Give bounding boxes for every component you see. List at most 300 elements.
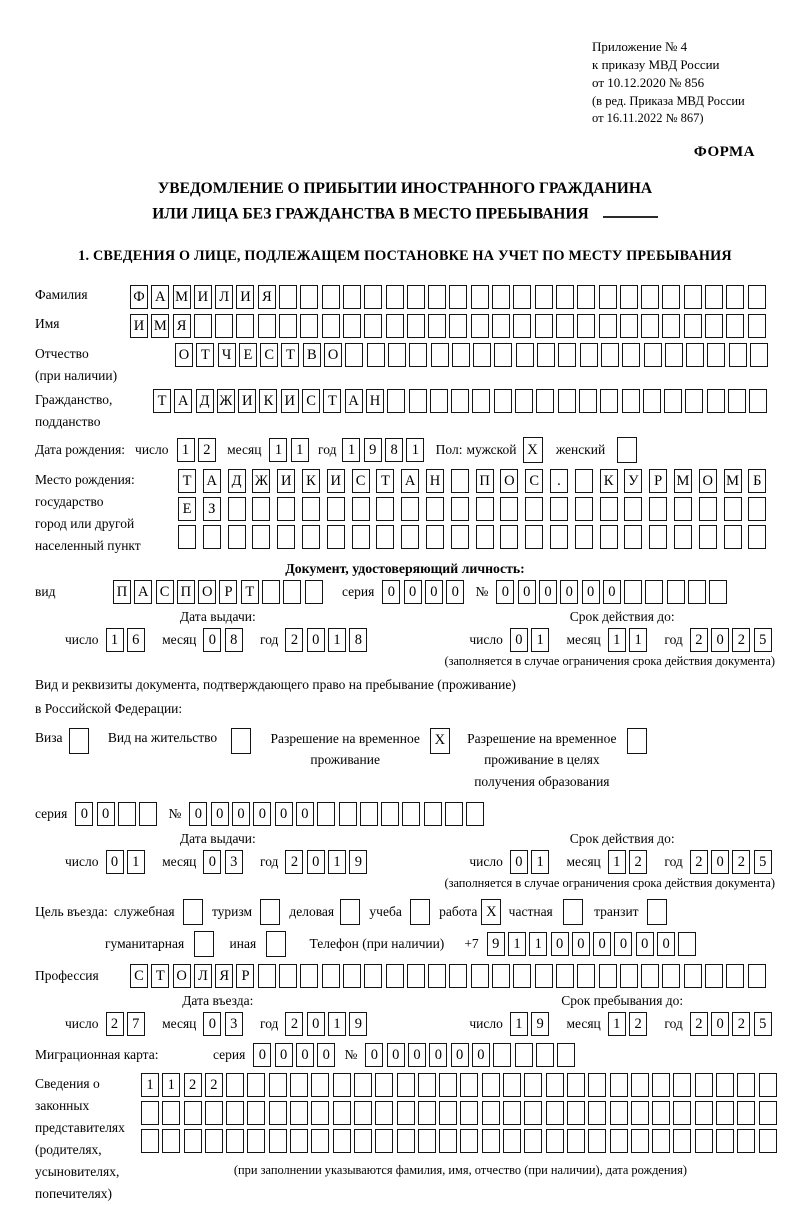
birth-place-cell[interactable]: [451, 469, 469, 493]
surname-cell[interactable]: [279, 285, 297, 309]
doc-issue-day-cell[interactable]: 6: [127, 628, 145, 652]
given-name-cell[interactable]: [620, 314, 638, 338]
legal-rep-cell[interactable]: [716, 1129, 734, 1153]
entry-month-cell[interactable]: 0: [203, 1012, 221, 1036]
profession-cell[interactable]: [407, 964, 425, 988]
legal-rep-cell[interactable]: [759, 1101, 777, 1125]
birth-place-cell[interactable]: С: [352, 469, 370, 493]
citizenship-cell[interactable]: И: [281, 389, 299, 413]
phone-digit-cell[interactable]: 0: [572, 932, 590, 956]
residence-series-cell[interactable]: [118, 802, 136, 826]
phone-digit-cell[interactable]: 0: [657, 932, 675, 956]
legal-rep-cell[interactable]: [460, 1129, 478, 1153]
birth-place-cell[interactable]: А: [203, 469, 221, 493]
residence-issue-month-cell[interactable]: 0: [203, 850, 221, 874]
legal-rep-cell[interactable]: [184, 1129, 202, 1153]
citizenship-cell[interactable]: [430, 389, 448, 413]
birth-place-cell[interactable]: А: [401, 469, 419, 493]
legal-rep-cell[interactable]: [610, 1101, 628, 1125]
birth-place-cell[interactable]: [649, 497, 667, 521]
citizenship-cell[interactable]: [707, 389, 725, 413]
migration-number-cell[interactable]: 0: [429, 1043, 447, 1067]
legal-rep-cell[interactable]: [141, 1101, 159, 1125]
doc-valid-year-cell[interactable]: 5: [754, 628, 772, 652]
legal-rep-cell[interactable]: 2: [205, 1073, 223, 1097]
purpose-transit-checkbox[interactable]: [647, 899, 667, 925]
legal-rep-cell[interactable]: [673, 1129, 691, 1153]
birth-month-cell[interactable]: 1: [291, 438, 309, 462]
birth-place-cell[interactable]: [327, 525, 345, 549]
surname-cell[interactable]: [343, 285, 361, 309]
given-name-cell[interactable]: И: [130, 314, 148, 338]
doc-valid-month-cell[interactable]: 1: [629, 628, 647, 652]
birth-place-cell[interactable]: [624, 497, 642, 521]
migration-number-cell[interactable]: 0: [387, 1043, 405, 1067]
temp-residence-checkbox[interactable]: X: [430, 728, 450, 754]
doc-kind-cell[interactable]: Т: [241, 580, 259, 604]
legal-rep-cell[interactable]: [311, 1101, 329, 1125]
residence-number-cell[interactable]: [402, 802, 420, 826]
given-name-cell[interactable]: [535, 314, 553, 338]
birth-month-cell[interactable]: 1: [269, 438, 287, 462]
birth-place-cell[interactable]: [401, 525, 419, 549]
doc-number-cell[interactable]: 0: [582, 580, 600, 604]
citizenship-cell[interactable]: [558, 389, 576, 413]
residence-valid-day-cell[interactable]: 1: [531, 850, 549, 874]
legal-rep-cell[interactable]: [695, 1073, 713, 1097]
migration-number-cell[interactable]: [557, 1043, 575, 1067]
legal-rep-cell[interactable]: [333, 1129, 351, 1153]
surname-cell[interactable]: [322, 285, 340, 309]
doc-kind-cell[interactable]: Р: [219, 580, 237, 604]
patronymic-cell[interactable]: Ч: [218, 343, 236, 367]
legal-rep-cell[interactable]: [290, 1101, 308, 1125]
legal-rep-cell[interactable]: [162, 1129, 180, 1153]
stay-year-cell[interactable]: 0: [711, 1012, 729, 1036]
legal-rep-cell[interactable]: [546, 1129, 564, 1153]
birth-place-cell[interactable]: Н: [426, 469, 444, 493]
birth-place-cell[interactable]: [550, 525, 568, 549]
legal-rep-cell[interactable]: [503, 1101, 521, 1125]
migration-number-cell[interactable]: [515, 1043, 533, 1067]
birth-place-cell[interactable]: [525, 525, 543, 549]
profession-cell[interactable]: Я: [215, 964, 233, 988]
patronymic-cell[interactable]: [558, 343, 576, 367]
purpose-private-checkbox[interactable]: [563, 899, 583, 925]
citizenship-cell[interactable]: [600, 389, 618, 413]
birth-place-cell[interactable]: [699, 525, 717, 549]
patronymic-cell[interactable]: Т: [281, 343, 299, 367]
doc-kind-cell[interactable]: [262, 580, 280, 604]
birth-year-cell[interactable]: 1: [406, 438, 424, 462]
given-name-cell[interactable]: [300, 314, 318, 338]
patronymic-cell[interactable]: [409, 343, 427, 367]
temp-residence-edu-checkbox[interactable]: [627, 728, 647, 754]
purpose-other-checkbox[interactable]: [266, 931, 286, 957]
patronymic-cell[interactable]: [665, 343, 683, 367]
surname-cell[interactable]: [556, 285, 574, 309]
purpose-business-checkbox[interactable]: [340, 899, 360, 925]
birth-place-cell[interactable]: О: [699, 469, 717, 493]
profession-cell[interactable]: [343, 964, 361, 988]
legal-rep-cell[interactable]: [247, 1129, 265, 1153]
phone-digit-cell[interactable]: 1: [529, 932, 547, 956]
birth-place-cell[interactable]: [277, 525, 295, 549]
surname-cell[interactable]: [386, 285, 404, 309]
phone-digit-cell[interactable]: 0: [636, 932, 654, 956]
patronymic-cell[interactable]: [622, 343, 640, 367]
residence-series-cell[interactable]: 0: [97, 802, 115, 826]
profession-cell[interactable]: [705, 964, 723, 988]
legal-rep-cell[interactable]: 1: [162, 1073, 180, 1097]
citizenship-cell[interactable]: [728, 389, 746, 413]
profession-cell[interactable]: [258, 964, 276, 988]
stay-day-cell[interactable]: 1: [510, 1012, 528, 1036]
legal-rep-cell[interactable]: [418, 1073, 436, 1097]
residence-number-cell[interactable]: [466, 802, 484, 826]
residence-number-cell[interactable]: 0: [253, 802, 271, 826]
legal-rep-cell[interactable]: [588, 1101, 606, 1125]
legal-rep-cell[interactable]: [460, 1073, 478, 1097]
legal-rep-cell[interactable]: [610, 1073, 628, 1097]
phone-digit-cell[interactable]: 0: [593, 932, 611, 956]
profession-cell[interactable]: О: [173, 964, 191, 988]
migration-number-cell[interactable]: 0: [472, 1043, 490, 1067]
birth-place-cell[interactable]: [500, 497, 518, 521]
residence-valid-month-cell[interactable]: 2: [629, 850, 647, 874]
entry-year-cell[interactable]: 2: [285, 1012, 303, 1036]
birth-place-cell[interactable]: [228, 497, 246, 521]
legal-rep-cell[interactable]: [737, 1073, 755, 1097]
birth-place-cell[interactable]: Т: [178, 469, 196, 493]
legal-rep-cell[interactable]: 1: [141, 1073, 159, 1097]
residence-number-cell[interactable]: [424, 802, 442, 826]
surname-cell[interactable]: [599, 285, 617, 309]
legal-rep-cell[interactable]: [205, 1101, 223, 1125]
doc-valid-year-cell[interactable]: 0: [711, 628, 729, 652]
given-name-cell[interactable]: [279, 314, 297, 338]
legal-rep-cell[interactable]: [567, 1073, 585, 1097]
legal-rep-cell[interactable]: [737, 1101, 755, 1125]
birth-place-cell[interactable]: [575, 469, 593, 493]
legal-rep-cell[interactable]: 2: [184, 1073, 202, 1097]
profession-cell[interactable]: [386, 964, 404, 988]
birth-place-cell[interactable]: Т: [376, 469, 394, 493]
birth-place-cell[interactable]: .: [550, 469, 568, 493]
given-name-cell[interactable]: [386, 314, 404, 338]
legal-rep-cell[interactable]: [673, 1101, 691, 1125]
citizenship-cell[interactable]: [685, 389, 703, 413]
surname-cell[interactable]: [705, 285, 723, 309]
legal-rep-cell[interactable]: [269, 1129, 287, 1153]
phone-digit-cell[interactable]: 9: [487, 932, 505, 956]
entry-day-cell[interactable]: 2: [106, 1012, 124, 1036]
doc-issue-year-cell[interactable]: 0: [307, 628, 325, 652]
birth-place-cell[interactable]: [352, 497, 370, 521]
patronymic-cell[interactable]: [707, 343, 725, 367]
doc-valid-year-cell[interactable]: 2: [732, 628, 750, 652]
surname-cell[interactable]: [364, 285, 382, 309]
patronymic-cell[interactable]: Т: [196, 343, 214, 367]
residence-permit-checkbox[interactable]: [231, 728, 251, 754]
citizenship-cell[interactable]: [643, 389, 661, 413]
migration-number-cell[interactable]: [536, 1043, 554, 1067]
given-name-cell[interactable]: [513, 314, 531, 338]
doc-number-cell[interactable]: 0: [560, 580, 578, 604]
entry-year-cell[interactable]: 9: [349, 1012, 367, 1036]
patronymic-cell[interactable]: Е: [239, 343, 257, 367]
birth-place-cell[interactable]: [575, 497, 593, 521]
birth-place-cell[interactable]: П: [476, 469, 494, 493]
legal-rep-cell[interactable]: [375, 1101, 393, 1125]
surname-cell[interactable]: А: [151, 285, 169, 309]
patronymic-cell[interactable]: [750, 343, 768, 367]
legal-rep-cell[interactable]: [460, 1101, 478, 1125]
patronymic-cell[interactable]: В: [303, 343, 321, 367]
doc-kind-cell[interactable]: А: [134, 580, 152, 604]
citizenship-cell[interactable]: С: [302, 389, 320, 413]
legal-rep-cell[interactable]: [397, 1101, 415, 1125]
legal-rep-cell[interactable]: [247, 1073, 265, 1097]
given-name-cell[interactable]: [577, 314, 595, 338]
birth-place-cell[interactable]: [426, 497, 444, 521]
phone-digit-cell[interactable]: 0: [614, 932, 632, 956]
surname-cell[interactable]: [300, 285, 318, 309]
citizenship-cell[interactable]: [536, 389, 554, 413]
legal-rep-cell[interactable]: [482, 1073, 500, 1097]
doc-valid-month-cell[interactable]: 1: [608, 628, 626, 652]
legal-rep-cell[interactable]: [546, 1101, 564, 1125]
legal-rep-cell[interactable]: [588, 1073, 606, 1097]
doc-kind-cell[interactable]: П: [177, 580, 195, 604]
doc-kind-cell[interactable]: П: [113, 580, 131, 604]
patronymic-cell[interactable]: О: [324, 343, 342, 367]
residence-number-cell[interactable]: 0: [211, 802, 229, 826]
profession-cell[interactable]: Л: [194, 964, 212, 988]
surname-cell[interactable]: [748, 285, 766, 309]
citizenship-cell[interactable]: И: [238, 389, 256, 413]
residence-number-cell[interactable]: [317, 802, 335, 826]
doc-issue-year-cell[interactable]: 1: [328, 628, 346, 652]
birth-place-cell[interactable]: [624, 525, 642, 549]
surname-cell[interactable]: Л: [215, 285, 233, 309]
patronymic-cell[interactable]: [686, 343, 704, 367]
legal-rep-cell[interactable]: [652, 1073, 670, 1097]
profession-cell[interactable]: [599, 964, 617, 988]
surname-cell[interactable]: [620, 285, 638, 309]
profession-cell[interactable]: С: [130, 964, 148, 988]
doc-issue-year-cell[interactable]: 8: [349, 628, 367, 652]
patronymic-cell[interactable]: [367, 343, 385, 367]
given-name-cell[interactable]: [236, 314, 254, 338]
doc-number-cell[interactable]: [624, 580, 642, 604]
doc-number-cell[interactable]: 0: [496, 580, 514, 604]
given-name-cell[interactable]: [428, 314, 446, 338]
given-name-cell[interactable]: [343, 314, 361, 338]
legal-rep-cell[interactable]: [482, 1101, 500, 1125]
legal-rep-cell[interactable]: [482, 1129, 500, 1153]
legal-rep-cell[interactable]: [546, 1073, 564, 1097]
entry-year-cell[interactable]: 0: [307, 1012, 325, 1036]
legal-rep-cell[interactable]: [524, 1073, 542, 1097]
birth-place-cell[interactable]: [451, 497, 469, 521]
citizenship-cell[interactable]: Т: [153, 389, 171, 413]
profession-cell[interactable]: [641, 964, 659, 988]
legal-rep-cell[interactable]: [503, 1073, 521, 1097]
stay-year-cell[interactable]: 2: [732, 1012, 750, 1036]
birth-place-cell[interactable]: [451, 525, 469, 549]
birth-place-cell[interactable]: [476, 497, 494, 521]
visa-checkbox[interactable]: [69, 728, 89, 754]
surname-cell[interactable]: [684, 285, 702, 309]
legal-rep-cell[interactable]: [311, 1073, 329, 1097]
birth-place-cell[interactable]: И: [327, 469, 345, 493]
birth-place-cell[interactable]: [376, 525, 394, 549]
citizenship-cell[interactable]: [472, 389, 490, 413]
birth-place-cell[interactable]: [600, 525, 618, 549]
surname-cell[interactable]: И: [236, 285, 254, 309]
legal-rep-cell[interactable]: [759, 1073, 777, 1097]
citizenship-cell[interactable]: Д: [196, 389, 214, 413]
residence-issue-year-cell[interactable]: 9: [349, 850, 367, 874]
given-name-cell[interactable]: Я: [173, 314, 191, 338]
birth-place-cell[interactable]: [302, 525, 320, 549]
purpose-tourism-checkbox[interactable]: [260, 899, 280, 925]
stay-month-cell[interactable]: 2: [629, 1012, 647, 1036]
citizenship-cell[interactable]: К: [259, 389, 277, 413]
residence-valid-year-cell[interactable]: 2: [732, 850, 750, 874]
entry-day-cell[interactable]: 7: [127, 1012, 145, 1036]
legal-rep-cell[interactable]: [716, 1101, 734, 1125]
legal-rep-cell[interactable]: [354, 1073, 372, 1097]
purpose-official-checkbox[interactable]: [183, 899, 203, 925]
surname-cell[interactable]: [492, 285, 510, 309]
legal-rep-cell[interactable]: [290, 1129, 308, 1153]
legal-rep-cell[interactable]: [226, 1101, 244, 1125]
birth-place-cell[interactable]: К: [600, 469, 618, 493]
residence-number-cell[interactable]: [339, 802, 357, 826]
legal-rep-cell[interactable]: [290, 1073, 308, 1097]
entry-year-cell[interactable]: 1: [328, 1012, 346, 1036]
legal-rep-cell[interactable]: [397, 1073, 415, 1097]
profession-cell[interactable]: [513, 964, 531, 988]
legal-rep-cell[interactable]: [247, 1101, 265, 1125]
legal-rep-cell[interactable]: [226, 1073, 244, 1097]
legal-rep-cell[interactable]: [673, 1073, 691, 1097]
patronymic-cell[interactable]: [601, 343, 619, 367]
doc-series-cell[interactable]: 0: [446, 580, 464, 604]
birth-place-cell[interactable]: [500, 525, 518, 549]
entry-month-cell[interactable]: 3: [225, 1012, 243, 1036]
legal-rep-cell[interactable]: [524, 1129, 542, 1153]
phone-digit-cell[interactable]: 0: [551, 932, 569, 956]
phone-digit-cell[interactable]: 1: [508, 932, 526, 956]
legal-rep-cell[interactable]: [333, 1073, 351, 1097]
birth-place-cell[interactable]: Е: [178, 497, 196, 521]
citizenship-cell[interactable]: Н: [366, 389, 384, 413]
residence-series-cell[interactable]: 0: [75, 802, 93, 826]
patronymic-cell[interactable]: [473, 343, 491, 367]
birth-place-cell[interactable]: [600, 497, 618, 521]
doc-valid-year-cell[interactable]: 2: [690, 628, 708, 652]
birth-place-cell[interactable]: [748, 525, 766, 549]
residence-issue-day-cell[interactable]: 1: [127, 850, 145, 874]
surname-cell[interactable]: [662, 285, 680, 309]
given-name-cell[interactable]: [471, 314, 489, 338]
residence-number-cell[interactable]: 0: [189, 802, 207, 826]
profession-cell[interactable]: [748, 964, 766, 988]
birth-year-cell[interactable]: 9: [364, 438, 382, 462]
legal-rep-cell[interactable]: [418, 1129, 436, 1153]
profession-cell[interactable]: [364, 964, 382, 988]
birth-place-cell[interactable]: [252, 525, 270, 549]
stay-year-cell[interactable]: 2: [690, 1012, 708, 1036]
profession-cell[interactable]: Р: [236, 964, 254, 988]
legal-rep-cell[interactable]: [439, 1073, 457, 1097]
patronymic-cell[interactable]: [537, 343, 555, 367]
residence-issue-year-cell[interactable]: 0: [307, 850, 325, 874]
birth-place-cell[interactable]: [476, 525, 494, 549]
legal-rep-cell[interactable]: [141, 1129, 159, 1153]
patronymic-cell[interactable]: С: [260, 343, 278, 367]
legal-rep-cell[interactable]: [333, 1101, 351, 1125]
residence-valid-month-cell[interactable]: 1: [608, 850, 626, 874]
birth-place-cell[interactable]: [228, 525, 246, 549]
legal-rep-cell[interactable]: [567, 1129, 585, 1153]
legal-rep-cell[interactable]: [354, 1101, 372, 1125]
given-name-cell[interactable]: [748, 314, 766, 338]
patronymic-cell[interactable]: О: [175, 343, 193, 367]
birth-place-cell[interactable]: И: [277, 469, 295, 493]
patronymic-cell[interactable]: [644, 343, 662, 367]
citizenship-cell[interactable]: [409, 389, 427, 413]
legal-rep-cell[interactable]: [716, 1073, 734, 1097]
doc-issue-day-cell[interactable]: 1: [106, 628, 124, 652]
citizenship-cell[interactable]: [622, 389, 640, 413]
citizenship-cell[interactable]: [494, 389, 512, 413]
birth-place-cell[interactable]: [426, 525, 444, 549]
legal-rep-cell[interactable]: [375, 1073, 393, 1097]
profession-cell[interactable]: [620, 964, 638, 988]
given-name-cell[interactable]: [662, 314, 680, 338]
citizenship-cell[interactable]: Т: [323, 389, 341, 413]
birth-place-cell[interactable]: Д: [228, 469, 246, 493]
doc-kind-cell[interactable]: [305, 580, 323, 604]
residence-number-cell[interactable]: 0: [296, 802, 314, 826]
doc-number-cell[interactable]: [645, 580, 663, 604]
migration-number-cell[interactable]: 0: [365, 1043, 383, 1067]
legal-rep-cell[interactable]: [418, 1101, 436, 1125]
birth-place-cell[interactable]: [277, 497, 295, 521]
doc-number-cell[interactable]: [709, 580, 727, 604]
citizenship-cell[interactable]: [664, 389, 682, 413]
given-name-cell[interactable]: [492, 314, 510, 338]
legal-rep-cell[interactable]: [269, 1073, 287, 1097]
residence-valid-year-cell[interactable]: 2: [690, 850, 708, 874]
birth-place-cell[interactable]: [352, 525, 370, 549]
profession-cell[interactable]: [492, 964, 510, 988]
surname-cell[interactable]: [513, 285, 531, 309]
migration-number-cell[interactable]: 0: [451, 1043, 469, 1067]
birth-place-cell[interactable]: М: [674, 469, 692, 493]
patronymic-cell[interactable]: [516, 343, 534, 367]
birth-place-cell[interactable]: [252, 497, 270, 521]
given-name-cell[interactable]: [599, 314, 617, 338]
residence-valid-year-cell[interactable]: 5: [754, 850, 772, 874]
patronymic-cell[interactable]: [580, 343, 598, 367]
profession-cell[interactable]: [322, 964, 340, 988]
legal-rep-cell[interactable]: [695, 1101, 713, 1125]
